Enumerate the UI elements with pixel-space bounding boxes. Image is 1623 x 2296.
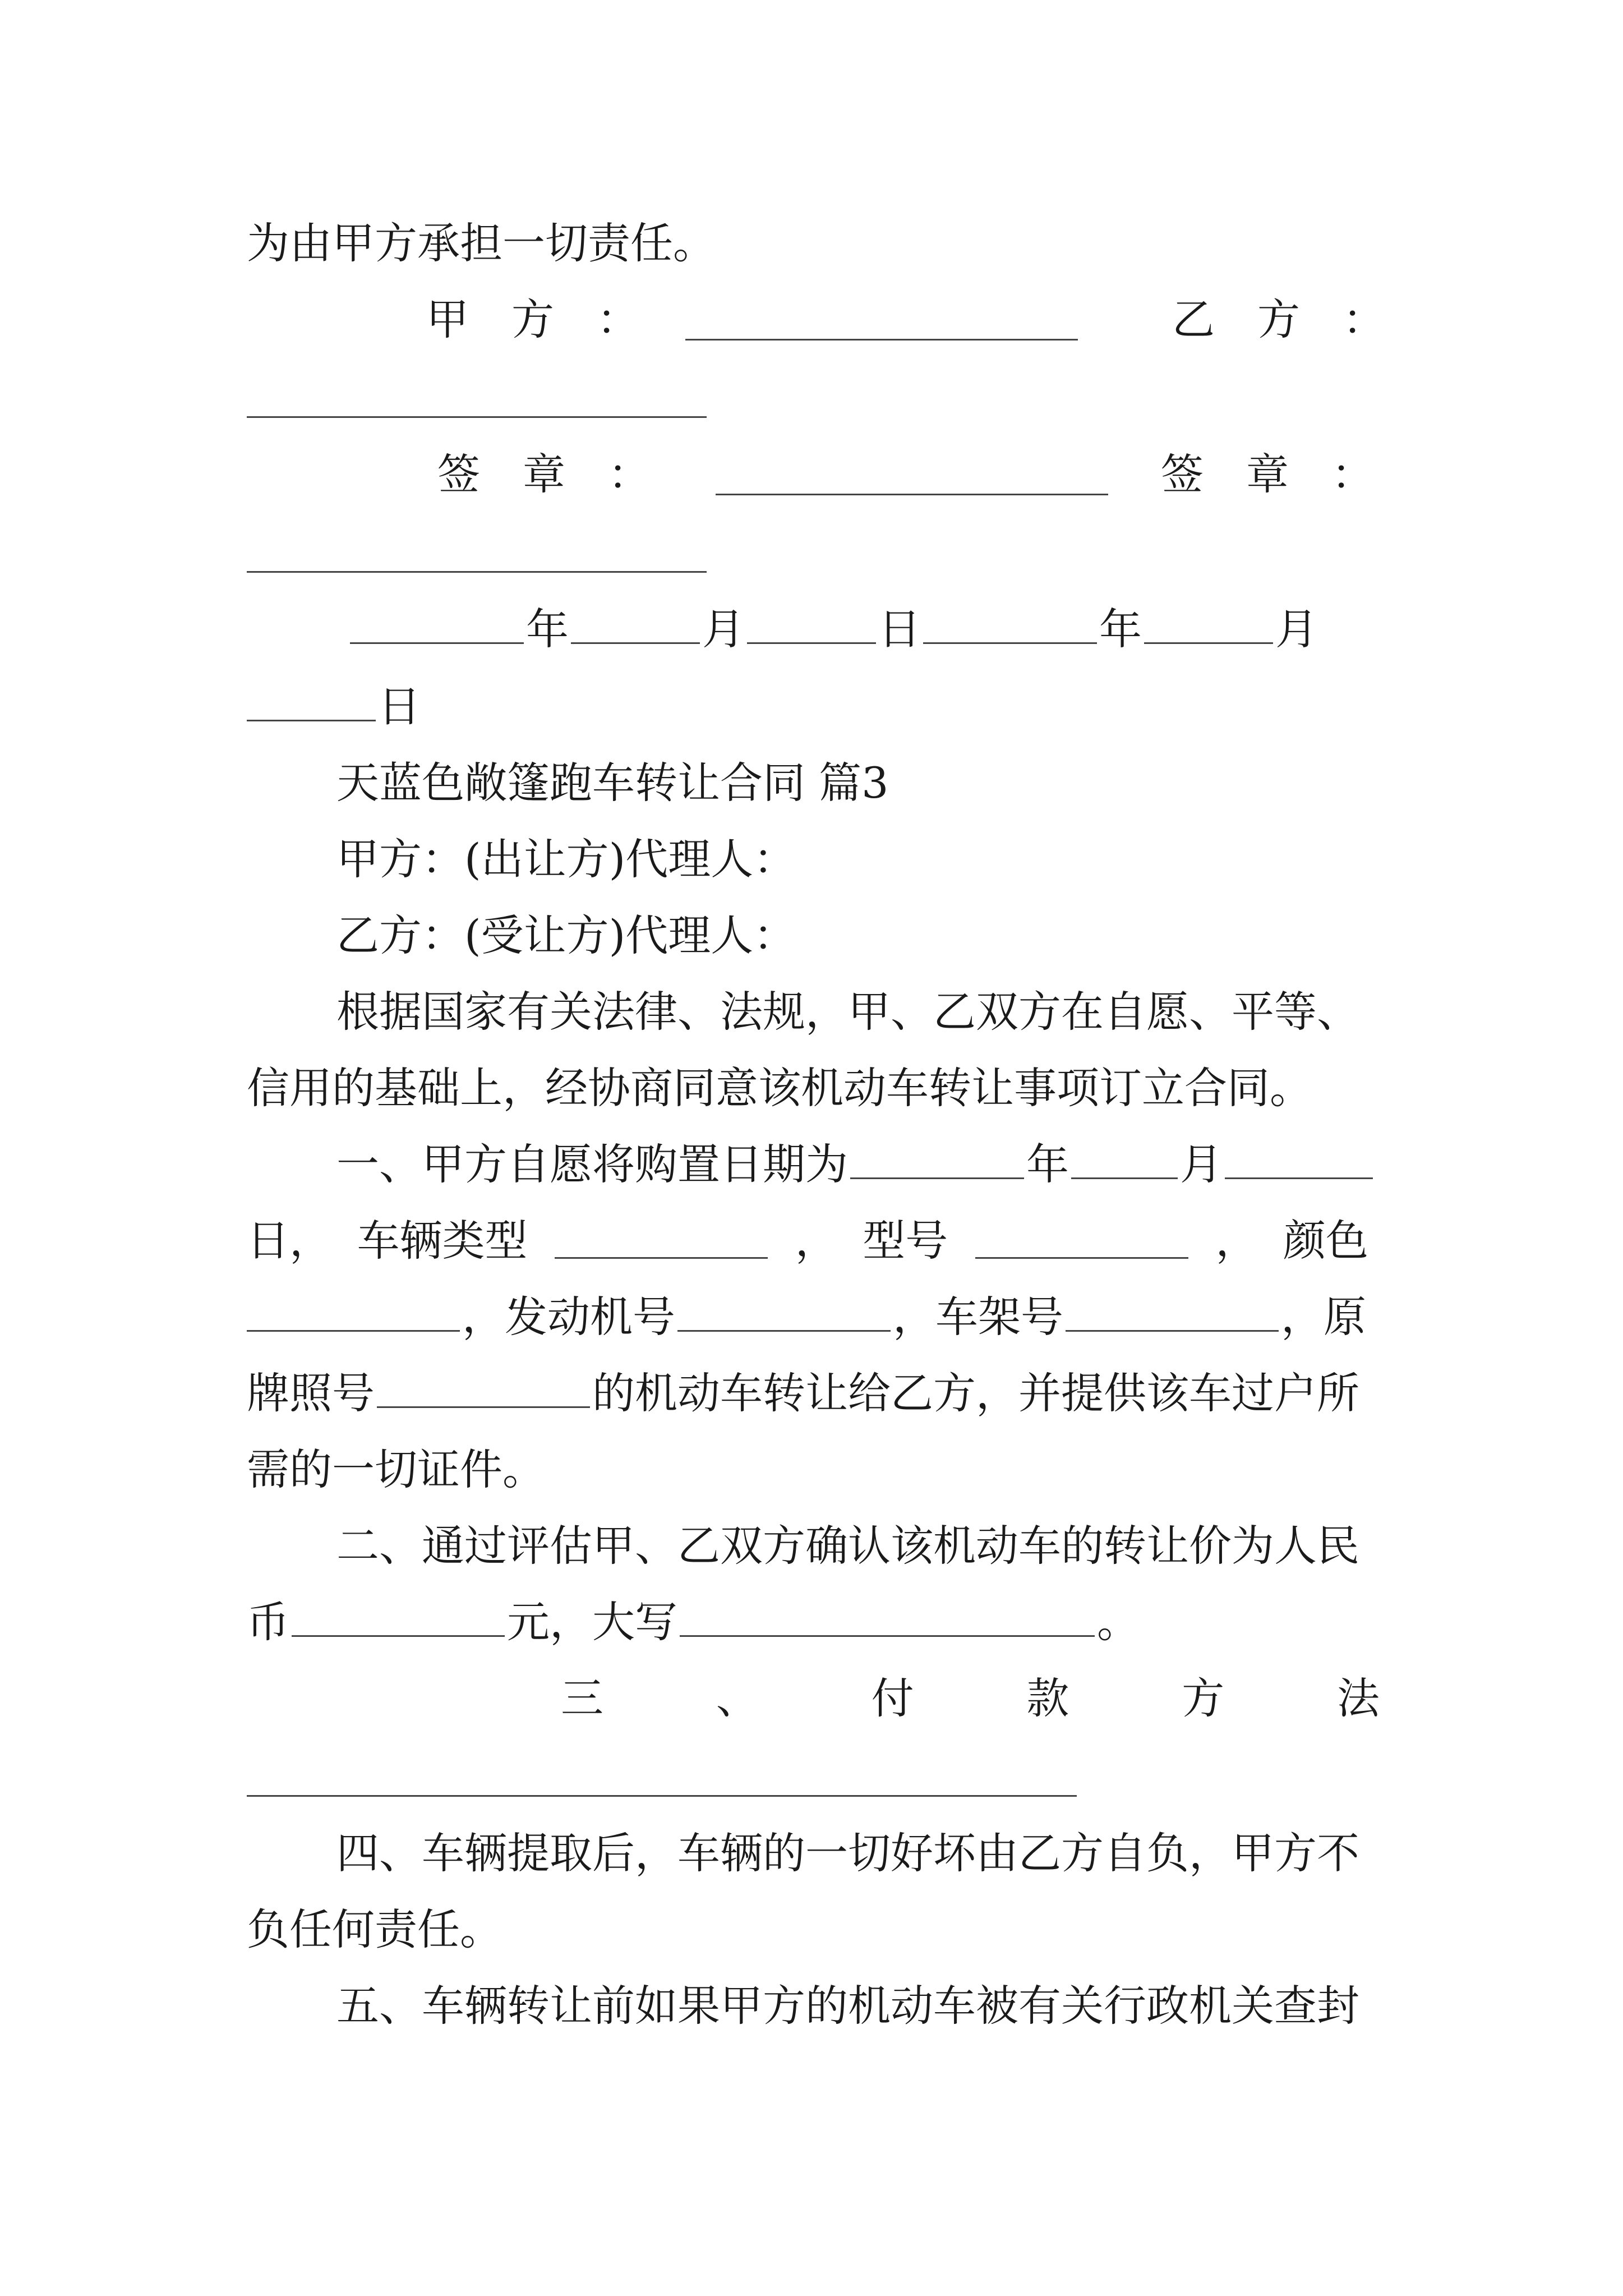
party-a-sign-label: 甲 方 ：	[426, 295, 639, 344]
section-title: 天蓝色敞篷跑车转让合同 篇3	[336, 758, 889, 808]
date-a-month-blank	[571, 609, 700, 644]
engine-blank	[677, 1296, 891, 1332]
seal-b-label: 签 章 ：	[1161, 449, 1374, 499]
model-label: 型号	[863, 1216, 948, 1266]
clause2-period: 。	[1097, 1597, 1140, 1647]
comma-2: ，	[1215, 1216, 1258, 1266]
date-row-continued	[247, 679, 421, 735]
clause4-line1: 四、车辆提取后，车辆的一切好坏由乙方自负，甲方不	[336, 1828, 1359, 1878]
seal-b-blank	[247, 571, 707, 573]
color-label: 颜色	[1283, 1216, 1368, 1266]
vehicle-type-blank	[555, 1223, 768, 1259]
purchase-day-blank	[1225, 1144, 1373, 1179]
party-b-sign-blank	[247, 416, 707, 418]
intro-line-2: 信用的基础上，经协商同意该机动车转让事项订立合同。	[247, 1063, 1312, 1113]
date-row	[348, 601, 1318, 657]
clause3-char-3: 付	[871, 1673, 914, 1723]
purchase-year-char: 年	[1026, 1139, 1069, 1189]
clause4-line2: 负任何责任。	[247, 1904, 502, 1954]
clause1-line2	[247, 1213, 1368, 1269]
price-number-blank	[292, 1602, 505, 1637]
party-b-line: 乙方：(受让方)代理人：	[336, 910, 796, 960]
seal-a-label: 签 章 ：	[437, 449, 651, 499]
purchase-month-blank	[1071, 1144, 1178, 1179]
date-b-month-blank	[1144, 609, 1273, 644]
date-b-year-char: 年	[1099, 604, 1142, 654]
clause1-line4	[247, 1365, 1359, 1421]
date-a-year-blank	[350, 609, 524, 644]
frame-label: ，车架号	[893, 1292, 1063, 1342]
day-comma: 日，	[247, 1216, 332, 1266]
transfer-text: 的机动车转让给乙方，并提供该车过户所	[592, 1368, 1359, 1418]
model-blank	[975, 1223, 1188, 1259]
color-blank	[247, 1296, 460, 1332]
clause1-line1	[336, 1137, 1375, 1193]
clause3-char-4: 款	[1026, 1673, 1069, 1723]
clause1-line5: 需的一切证件。	[247, 1444, 545, 1494]
clause3-char-1: 三	[561, 1673, 603, 1723]
clause1-line3	[247, 1289, 1366, 1345]
clause3-char-2: 、	[716, 1673, 759, 1723]
date-b-month-char: 月	[1275, 604, 1318, 654]
date-b-day-char: 日	[378, 682, 421, 731]
date-a-day-char: 日	[878, 604, 921, 654]
orig-label: ，原	[1281, 1292, 1366, 1342]
engine-label: ，发动机号	[462, 1292, 675, 1342]
plate-blank	[377, 1373, 590, 1408]
purchase-year-blank	[850, 1144, 1024, 1179]
party-a-sign-blank	[685, 339, 1078, 341]
purchase-month-char: 月	[1180, 1139, 1223, 1189]
clause2-line1: 二、通过评估甲、乙双方确认该机动车的转让价为人民	[336, 1521, 1359, 1571]
clause-tail-text: 为由甲方承担一切责任。	[247, 218, 716, 268]
plate-label: 牌照号	[247, 1368, 375, 1418]
frame-blank	[1066, 1296, 1279, 1332]
clause3-char-5: 方	[1182, 1673, 1225, 1723]
payment-method-blank	[247, 1795, 1077, 1797]
intro-line-1: 根据国家有关法律、法规，甲、乙双方在自愿、平等、	[336, 987, 1359, 1037]
date-b-year-blank	[923, 609, 1097, 644]
party-b-sign-label: 乙 方 ：	[1172, 295, 1385, 344]
clause3-title	[561, 1671, 1380, 1727]
date-a-day-blank	[747, 609, 876, 644]
price-words-blank	[680, 1602, 1095, 1637]
date-a-year-char: 年	[526, 604, 569, 654]
party-a-line: 甲方：(出让方)代理人：	[336, 834, 796, 884]
clause5-line1: 五、车辆转让前如果甲方的机动车被有关行政机关查封	[336, 1981, 1359, 2031]
currency-label: 币	[247, 1597, 289, 1647]
clause1-prefix: 一、甲方自愿将购置日期为	[336, 1139, 848, 1189]
seal-a-blank	[716, 494, 1108, 495]
yuan-label: 元，大写	[507, 1597, 677, 1647]
date-a-month-char: 月	[702, 604, 745, 654]
clause3-char-6: 法	[1336, 1673, 1380, 1723]
date-b-day-blank	[247, 686, 376, 721]
comma-1: ，	[795, 1216, 838, 1266]
clause2-line2	[247, 1594, 1140, 1650]
vehicle-type-label: 车辆类型	[357, 1216, 528, 1266]
